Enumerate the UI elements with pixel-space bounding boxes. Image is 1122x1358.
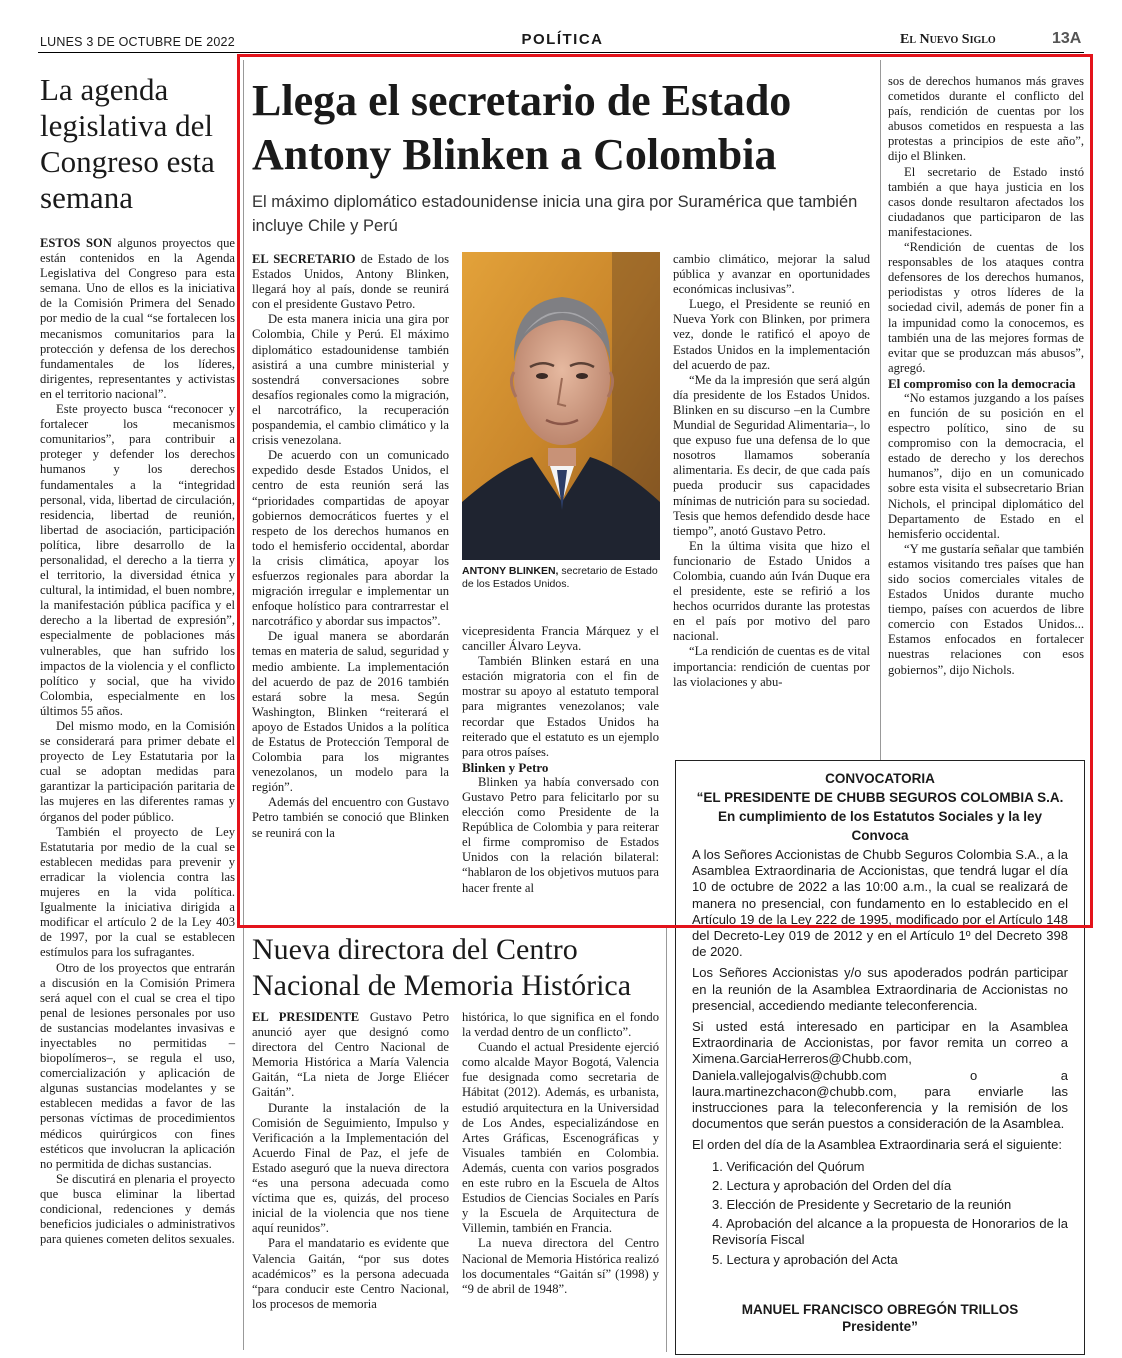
lower-paragraph: histórica, lo que significa en el fondo la verdad dentro de un conflicto”. — [462, 1010, 659, 1040]
notice-subtitle: “EL PRESIDENTE DE CHUBB SEGUROS COLOMBIA S.A. — [696, 790, 1064, 805]
lower-lead-in: EL PRESIDENTE — [252, 1010, 360, 1024]
main-paragraph: Blinken ya había conversado con Gustavo Petro para felicitarlo por su elección como Presidente de la República de Colombia y para reiterar el firme compromiso de Estados Unidos con la relación bilateral: “hablaron de los objetivos mutuos para hacer frente al — [462, 774, 659, 895]
notice-signer: MANUEL FRANCISCO OBREGÓN TRILLOS — [741, 1301, 1019, 1317]
lower-paragraph: Cuando el actual Presidente ejerció como alcalde Mayor Bogotá, Valencia fue designada como secretaria de Hábitat (2012). Además, es urbanista, estudió arquitectura en la Universidad de Los Andes, especializándose en Artes Gráficas, Escenográficas y Visuales también en Colombia. Además, cuenta con varios posgrados en este rubro en la Escuela de Altos Estudios de Ciencias Sociales en París y la Escuela de Arquitectura de Villemin, también en Francia. — [462, 1040, 659, 1236]
lower-paragraph: Durante la instalación de la Comisión de Seguimiento, Impulso y Verificación a la Implementación del Acuerdo Final de Paz, el jefe de Estado aseguró que la nueva directora “es una persona adecuada como víctima que es, quizás, del proceso inicial de la violencia que nos tiene aquí reunidos”. — [252, 1100, 449, 1236]
main-paragraph: “La rendición de cuentas es de vital importancia: rendición de cuentas por las violaciones y abu- — [673, 644, 870, 689]
main-subhead: El compromiso con la democracia — [888, 375, 1076, 391]
main-paragraph: “No estamos juzgando a los países en función de su posición en el espectro político, sino de su compromiso con la democracia, el estado de derecho y los derechos humanos”, dijo en un comunicado sobre esta visita el subsecretario Brian Nichols, el principal diplomático del Departamento de Estado en el hemisferio occidental. — [888, 390, 1084, 541]
main-subhead: Blinken y Petro — [462, 759, 549, 775]
lower-article-headline: Nueva directora del Centro Nacional de Memoria Histórica — [252, 933, 632, 1002]
main-article-deck: El máximo diplomático estadounidense inicia una gira por Suramérica que también incluye Chile y Perú — [252, 193, 858, 235]
agenda-item: 2. Lectura y aprobación del Orden del día — [712, 1177, 952, 1193]
main-lead-in: EL SECRETARIO — [252, 252, 356, 266]
main-paragraph: También Blinken estará en una estación migratoria con el fin de mostrar su apoyo al estatuto temporal para migrantes venezolanos; vale recordar que Estados Unidos ha reiterado que el estatuto es un ejemplo para otros países. — [462, 654, 659, 759]
notice-paragraph: Si usted está interesado en participar en la Asamblea Extraordinaria de Accionistas, por favor remita un correo a Ximena.GarciaHerreros@Chubb.com, Daniela.vallejogalvis@chubb.com o a laura.martinezchacon@chubb.com, para enviarle las instrucciones para la teleconferencia y la remisión de los documentos que serán puestos a consideración de la Asamblea. — [692, 1019, 1068, 1132]
left-paragraph: Otro de los proyectos que entrarán a discusión en la Comisión Primera será aquel con el cual se crea el tipo penal de lesiones personales por uso de sustancias modelantes invasivas e inyectables no permitidas –biopolímeros–, se regula el uso, comercialización y aplicación de algunas sustancias modelantes y se establecen medidas a favor de las personas víctimas de procedimientos médicos quirúrgicos con fines estéticos que involucran la aplicación no permitida de dichas sustancias. — [40, 960, 235, 1171]
notice-subtitle: En cumplimiento de los Estatutos Sociales y la ley — [717, 809, 1043, 824]
notice-paragraph: El orden del día de la Asamblea Extraordinaria será el siguiente: — [692, 1137, 1062, 1153]
issue-date: LUNES 3 DE OCTUBRE DE 2022 — [40, 35, 235, 49]
caption-name: ANTONY BLINKEN, — [462, 565, 559, 577]
agenda-item: 1. Verificación del Quórum — [712, 1158, 865, 1174]
lower-paragraph: La nueva directora del Centro Nacional de Memoria Histórica realizó los documentales “Gaitán sí” (1998) y “9 de abril de 1948”. — [462, 1236, 659, 1296]
main-paragraph: sos de derechos humanos más graves cometidos durante el conflicto del país, rendición de cuentas por los abusos cometidos en respuesta a las protestas a principios de este año”, dijo el Blinken. — [888, 74, 1084, 164]
main-paragraph: En la última visita que hizo el funcionario de Estado Unidos a Colombia, cuando aún Iván Duque era el presidente, este se refirió a los hechos ocurridos durante las protestas en el país por motivo del paro nacional. — [673, 538, 870, 644]
main-paragraph: “Rendición de cuentas de los responsables de los ataques contra defensores de los derechos humanos, periodistas y otros líderes de la sociedad civil, además de poner fin a la impunidad como la conocemos, es también una de las mejores formas de evitar que se produzcan más abusos”, agregó. — [888, 240, 1084, 375]
main-paragraph: de Estado de los Estados Unidos, Antony Blinken, llegará hoy al país, donde se reunirá con el presidente Gustavo Petro. — [252, 252, 449, 312]
agenda-item: 3. Elección de Presidente y Secretario de la reunión — [712, 1197, 1012, 1213]
left-paragraph: Se discutirá en plenaria el proyecto que busca eliminar la libertad condicional, redenciones y demás beneficios judiciales o administrativos para quienes cometen delitos sexuales. — [40, 1171, 235, 1247]
main-paragraph: Luego, el Presidente se reunió en Nueva York con Blinken, por primera vez, donde le ratificó el apoyo de Estados Unidos en la implementación del acuerdo de paz. — [673, 297, 870, 372]
newspaper-name: El Nuevo Siglo — [900, 32, 996, 47]
left-paragraph: algunos proyectos que están contenidos en la Agenda Legislativa del Congreso para esta semana. Uno de ellos es la iniciativa de la Comisión Primera del Senado por medio de la cual “se fortalecen los mecanismos comunitarios para la protección y defensa de los derechos fundamentales de los líderes, dirigentes, representantes y activistas en el territorio nacional”. — [40, 236, 235, 401]
main-paragraph: El secretario de Estado instó también a que haya justicia en los casos donde resultaron afectados los ciudadanos que participaron de las manifestaciones. — [888, 164, 1084, 239]
main-paragraph: De esta manera inicia una gira por Colombia, Chile y Perú. El máximo diplomático estadounidense también asistirá a una cumbre ministerial y sostendrá conversaciones sobre desafíos regionales como la migración, el narcotráfico, la recuperación pospandemia, el cambio climático y la crisis venezolana. — [252, 312, 449, 448]
notice-title: CONVOCATORIA — [825, 771, 935, 786]
main-paragraph: “Me da la impresión que será algún día presidente de los Estados Unidos. Blinken en su discurso –en la Cumbre Mundial de Seguridad Alimentaria–, lo que expuso fue una defensa de lo que nosotros llamamos soberanía alimentaria. Es decir, de que cada país pueda producir sus capacidades mínimas de nutrición para su sociedad. Tesis que hemos defendido desde hace tiempo”, anotó Gustavo Petro. — [673, 372, 870, 538]
agenda-list — [692, 1159, 1068, 1268]
notice-paragraph: A los Señores Accionistas de Chubb Seguros Colombia S.A., a la Asamblea Extraordinaria de Accionistas, que tendrá lugar el día 10 de octubre de 2022 a las 10:00 a.m., la cual se realizará de manera no presencial, con fundamento en lo establecido en el Artículo 19 de la Ley 222 de 1995, modificado por el Artículo 148 del Decreto-Ley 019 de 2012 y en el Artículo 1º del Decreto 398 de 2020. — [692, 847, 1068, 960]
lower-article-column-2 — [462, 1010, 659, 1297]
left-paragraph: Del mismo modo, en la Comisión se considerará para primer debate el proyecto de Ley Estatutaria por la cual se adoptan medidas para garantizar la participación paritaria de las mujeres en las diferentes ramas y órganos del poder público. — [40, 719, 235, 824]
agenda-item: 4. Aprobación del alcance a la propuesta de Honorarios de la Revisoría Fiscal — [712, 1216, 1068, 1248]
left-article-headline: La agenda legislativa del Congreso esta semana — [40, 72, 215, 215]
main-paragraph: De igual manera se abordarán temas en materia de salud, seguridad y medio ambiente. La implementación del acuerdo de paz de 2016 también estará sobre la mesa. Según Washington, Blinken “reiterará el apoyo de Estados Unidos a la política de Estatus de Protección Temporal de Colombia para los migrantes venezolanos, un modelo para la región”. — [252, 629, 449, 795]
agenda-item: 5. Lectura y aprobación del Acta — [712, 1251, 898, 1267]
left-paragraph: También el proyecto de Ley Estatutaria por medio de la cual se establecen medidas para prevenir y erradicar la violencia contra las mujeres en la vida política. Igualmente la iniciativa dirigida a modificar el artículo 2 de la Ley 403 de 1997, por la cual se establecen estímulos para los sufragantes. — [40, 824, 235, 960]
caption-text: secretario de Estado de los Estados Unidos. — [462, 565, 658, 590]
notice-paragraph: Los Señores Accionistas y/o sus apoderados podrán participar en la reunión de la Asamblea Extraordinaria de Accionistas no presencial, accediendo mediante teleconferencia. — [692, 965, 1068, 1013]
left-article-body — [40, 236, 235, 1247]
main-paragraph: cambio climático, mejorar la salud pública y avanzar en oportunidades económicas inclusivas”. — [673, 252, 870, 297]
section-name: POLÍTICA — [521, 31, 604, 48]
left-lead-in: ESTOS SON — [40, 236, 112, 250]
notice-signer-title: Presidente” — [842, 1318, 918, 1334]
left-paragraph: Este proyecto busca “reconocer y fortalecer los mecanismos comunitarios”, para contribuir a proteger y defender los derechos humanos y los derechos fundamentales a la “integridad personal, vida, libertad de circulación, residencia, libertad de reunión, libertad de asociación, participación política, libre desarrollo de la personalidad, el derecho a la tierra y el territorio, la diversidad étnica y cultural, la intimidad, el buen nombre, la manifestación pública pacífica y el derecho a la libertad de expresión”, especialmente de poblaciones más vulnerables, que han sufrido los impactos de la violencia y el conflicto político y social, que ha vivido Colombia, especialmente en los últimos 55 años. — [40, 402, 235, 718]
main-paragraph: vicepresidenta Francia Márquez y el canciller Álvaro Leyva. — [462, 624, 659, 654]
column-divider — [666, 928, 667, 1352]
notice-subtitle: Convoca — [851, 828, 909, 843]
main-paragraph: De acuerdo con un comunicado expedido desde Estados Unidos, el centro de esta reunión será las “prioridades compartidas de apoyar gobiernos democráticos fuertes y el respeto de los derechos humanos en todo el hemisferio occidental, abordar la crisis climática, apoyar los esfuerzos regionales para abordar la migración irregular e implementar un enfoque holístico para contrarrestar el narcotráfico y abordar sus impactos”. — [252, 448, 449, 629]
main-paragraph: Además del encuentro con Gustavo Petro también se conoció que Blinken se reunirá con la — [252, 795, 449, 840]
page-number: 13A — [1052, 30, 1082, 47]
header-rule — [38, 52, 1084, 53]
lower-paragraph: Gustavo Petro anunció ayer que designó como directora del Centro Nacional de Memoria Histórica a María Valencia Gaitán, “La nieta de Jorge Eliécer Gaitán”. — [252, 1010, 449, 1100]
lower-paragraph: Para el mandatario es evidente que Valencia Gaitán, “por sus dotes académicos” es la persona adecuada “para conducir este Centro Nacional, los procesos de memoria — [252, 1236, 449, 1311]
main-paragraph: “Y me gustaría señalar que también estamos visitando tres países que han sido socios comerciales vitales de Estados Unidos durante mucho tiempo, países con acuerdos de libre comercio con Estados Unidos... Estamos enfocados en fortalecer nuestras relaciones con esos gobiernos”, dijo Nichols. — [888, 541, 1084, 677]
highlight-box — [237, 54, 1093, 928]
main-article-headline: Llega el secretario de Estado Antony Blinken a Colombia — [252, 76, 792, 179]
lower-article-column-1 — [252, 1010, 449, 1312]
